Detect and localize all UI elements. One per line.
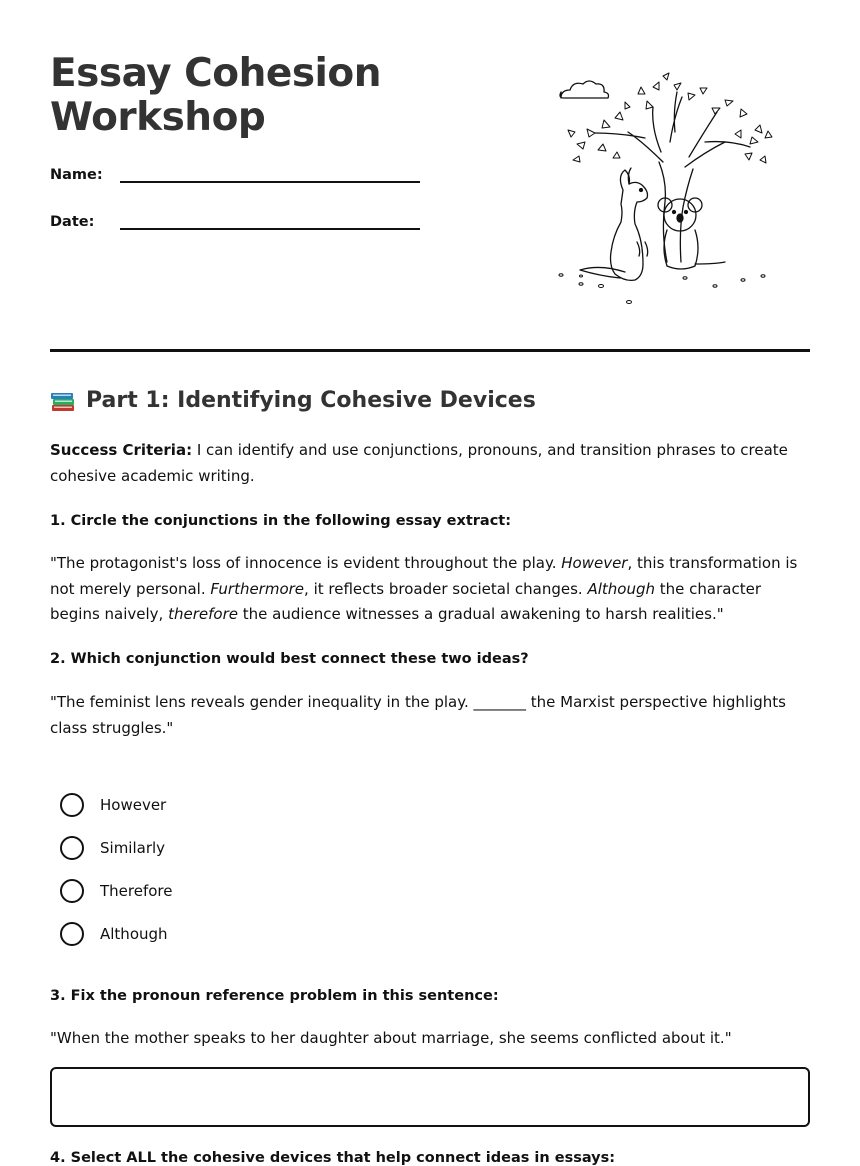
question-2-prompt: 2. Which conjunction would best connect these two ideas? [50, 651, 529, 667]
option-label: Similarly [100, 838, 166, 857]
extract-seg-4: the character begins naively, [50, 579, 761, 623]
radio-button[interactable] [60, 836, 84, 860]
worksheet-page [50, 0, 810, 1166]
extract-however: However [561, 554, 628, 572]
question-2-text: "The feminist lens reveals gender inequality in the play. _______ the Marxist perspective highlights class struggles." [50, 693, 786, 737]
radio-button[interactable] [60, 793, 84, 817]
question-3-answer-box[interactable] [50, 1067, 810, 1127]
worksheet-title [50, 52, 381, 140]
question-1-extract [50, 551, 810, 628]
question-1-prompt: 1. Circle the conjunctions in the following essay extract: [50, 513, 512, 529]
title-line-2: Workshop [50, 95, 266, 140]
question-3-prompt: 3. Fix the pronoun reference problem in this sentence: [50, 988, 499, 1004]
radio-button[interactable] [60, 922, 84, 946]
extract-seg-5: the audience witnesses a gradual awakening to harsh realities." [237, 605, 724, 623]
radio-button[interactable] [60, 879, 84, 903]
header-divider [50, 349, 810, 352]
option-label: Therefore [100, 881, 173, 900]
option-similarly[interactable] [60, 826, 173, 869]
extract-furthermore: Furthermore [210, 579, 305, 598]
option-label: Although [100, 924, 168, 943]
option-although[interactable] [60, 912, 173, 955]
kangaroo-koala-illustration [555, 72, 775, 312]
part1-heading [50, 388, 536, 413]
success-criteria-text: I can identify and use conjunctions, pronouns, and transition phrases to create cohesive academic writing. [50, 441, 788, 485]
option-label: However [100, 795, 167, 814]
extract-seg-3: , it reflects broader societal changes. [304, 579, 588, 598]
option-therefore[interactable] [60, 869, 173, 912]
question-3-text: "When the mother speaks to her daughter about marriage, she seems conflicted about it." [50, 1029, 732, 1047]
name-field-row [50, 163, 420, 183]
part1-heading-text: Part 1: Identifying Cohesive Devices [86, 388, 536, 413]
date-label: Date: [50, 214, 95, 230]
title-line-1: Essay Cohesion [50, 51, 381, 96]
extract-seg-2: , this transformation is not merely personal. [50, 554, 798, 598]
date-line[interactable] [120, 210, 420, 230]
extract-although: Although [587, 579, 655, 598]
worksheet-header [50, 0, 810, 352]
option-however[interactable] [60, 783, 173, 826]
extract-seg-1: "The protagonist's loss of innocence is evident throughout the play. [50, 554, 562, 572]
question-4-prompt: 4. Select ALL the cohesive devices that help connect ideas in essays: [50, 1150, 616, 1166]
extract-therefore: therefore [168, 605, 238, 623]
date-field-row [50, 210, 420, 230]
name-label: Name: [50, 167, 103, 183]
success-criteria-label: Success Criteria: [50, 441, 193, 459]
question-2-options [60, 783, 173, 955]
success-criteria [50, 438, 810, 489]
name-line[interactable] [120, 163, 420, 183]
books-icon [50, 389, 76, 413]
